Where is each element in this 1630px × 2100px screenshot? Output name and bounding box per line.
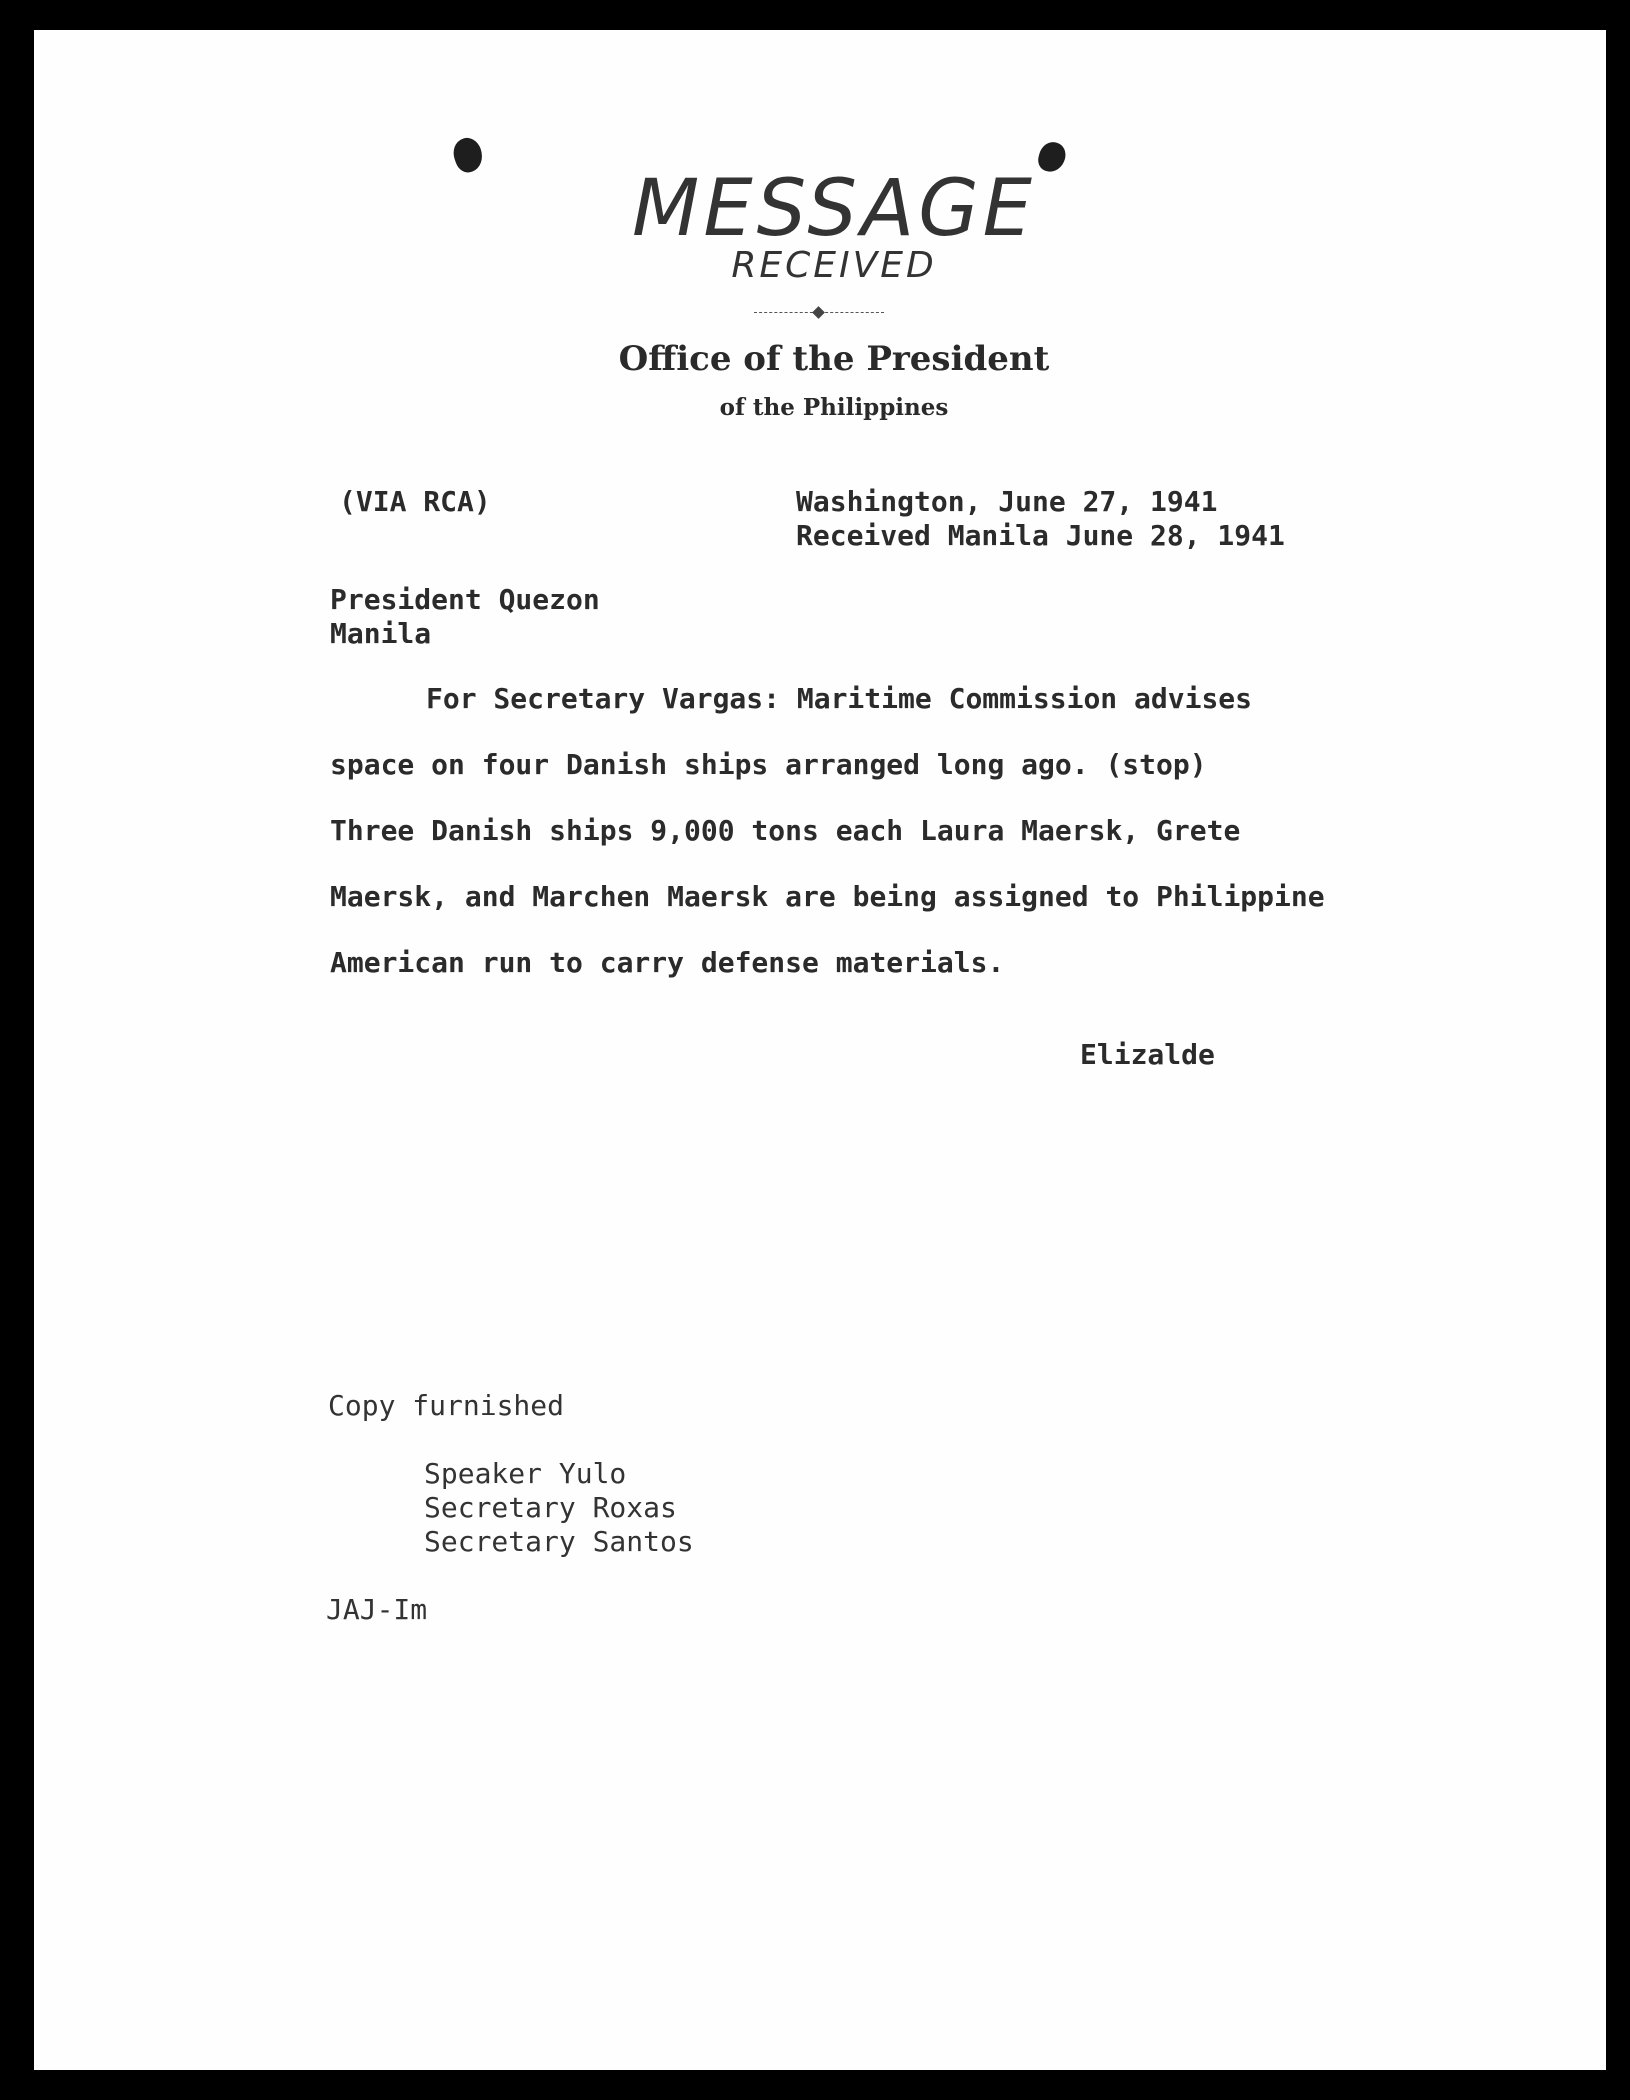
divider-ornament xyxy=(812,306,825,319)
copy-recipient: Secretary Roxas xyxy=(424,1491,677,1524)
copy-furnished-heading: Copy furnished xyxy=(328,1389,565,1422)
addressee-city: Manila xyxy=(330,617,432,650)
body-line: American run to carry defense materials. xyxy=(330,946,1005,979)
document-page xyxy=(34,30,1606,2070)
signature: Elizalde xyxy=(1080,1038,1215,1071)
reference-initials: JAJ-Im xyxy=(326,1593,428,1626)
letterhead-message: MESSAGE xyxy=(632,164,1036,254)
body-line: For Secretary Vargas: Maritime Commission advises xyxy=(426,682,1253,715)
body-line: Maersk, and Marchen Maersk are being assigned to Philippine xyxy=(330,880,1325,913)
addressee-name: President Quezon xyxy=(330,583,600,616)
date-received: Received Manila June 28, 1941 xyxy=(796,519,1285,552)
letterhead-received: RECEIVED xyxy=(731,245,937,286)
body-line: Three Danish ships 9,000 tons each Laura Maersk, Grete xyxy=(330,814,1241,847)
copy-recipient: Speaker Yulo xyxy=(424,1457,627,1490)
date-sent: Washington, June 27, 1941 xyxy=(796,485,1218,518)
letterhead-country: of the Philippines xyxy=(719,394,949,421)
via-line: (VIA RCA) xyxy=(339,485,491,518)
copy-recipient: Secretary Santos xyxy=(424,1525,694,1558)
body-line: space on four Danish ships arranged long ago. (stop) xyxy=(330,748,1207,781)
letterhead-office: Office of the President xyxy=(618,339,1050,379)
